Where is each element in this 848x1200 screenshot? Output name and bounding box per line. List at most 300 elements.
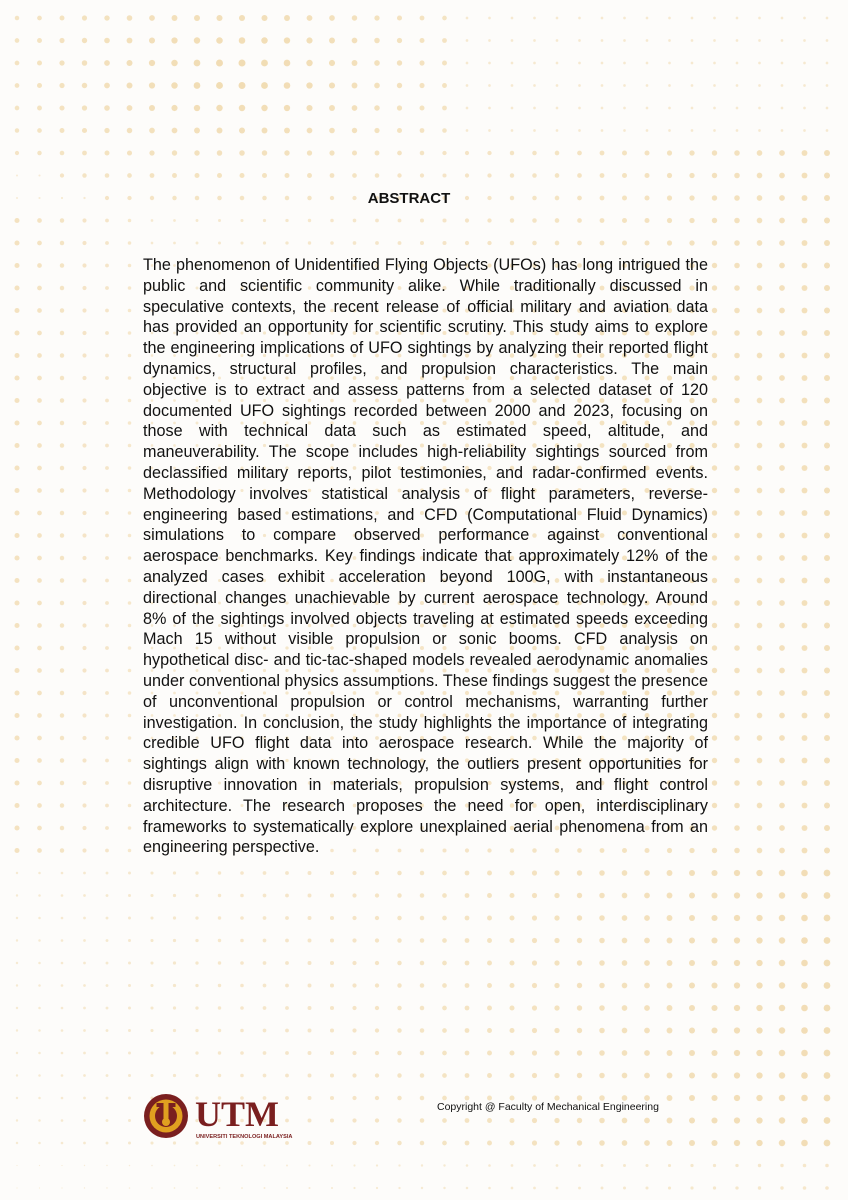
background-dot xyxy=(734,982,740,988)
background-dot xyxy=(644,1140,650,1146)
background-dot xyxy=(16,1074,18,1076)
background-dot xyxy=(106,894,109,897)
background-dot xyxy=(398,1187,400,1189)
background-dot xyxy=(128,624,132,628)
background-dot xyxy=(194,150,199,155)
background-dot xyxy=(734,645,740,651)
background-dot xyxy=(734,488,740,494)
background-dot xyxy=(756,937,762,943)
background-dot xyxy=(171,82,177,88)
background-dot xyxy=(263,984,267,988)
background-dot xyxy=(734,533,740,539)
background-dot xyxy=(352,983,356,987)
background-dot xyxy=(83,984,86,987)
background-dot xyxy=(15,38,20,43)
background-dot xyxy=(307,150,312,155)
background-dot xyxy=(644,893,650,899)
background-dot xyxy=(172,128,178,134)
background-dot xyxy=(171,60,177,66)
utm-logo-subtitle: UNIVERSITI TEKNOLOGI MALAYSIA xyxy=(196,1134,293,1140)
background-dot xyxy=(420,871,425,876)
background-dot xyxy=(667,218,672,223)
background-dot xyxy=(239,15,245,21)
background-dot xyxy=(757,353,763,359)
background-dot xyxy=(330,1141,334,1145)
background-dot xyxy=(736,107,739,110)
background-dot xyxy=(756,1117,762,1123)
background-dot xyxy=(38,962,41,965)
background-dot xyxy=(60,173,64,177)
background-dot xyxy=(16,962,18,964)
background-dot xyxy=(689,1028,695,1034)
background-dot xyxy=(16,939,18,941)
background-dot xyxy=(286,1187,288,1189)
background-dot xyxy=(330,1028,334,1032)
background-dot xyxy=(779,960,785,966)
background-dot xyxy=(691,129,694,132)
background-dot xyxy=(601,129,604,132)
background-dot xyxy=(487,893,492,898)
background-dot xyxy=(128,376,132,380)
background-dot xyxy=(824,803,830,809)
background-dot xyxy=(128,601,132,605)
background-dot xyxy=(711,1005,717,1011)
background-dot xyxy=(352,938,356,942)
background-dot xyxy=(397,128,402,133)
background-dot xyxy=(16,1007,18,1009)
background-dot xyxy=(150,1029,153,1032)
background-dot xyxy=(306,60,312,66)
background-dot xyxy=(826,129,829,132)
background-dot xyxy=(82,781,86,785)
background-dot xyxy=(711,1095,717,1101)
background-dot xyxy=(239,128,245,134)
background-dot xyxy=(37,421,42,426)
background-dot xyxy=(622,1005,628,1011)
background-dot xyxy=(623,39,626,42)
background-dot xyxy=(15,61,20,66)
background-dot xyxy=(736,129,739,132)
background-dot xyxy=(442,83,447,88)
background-dot xyxy=(532,915,537,920)
background-dot xyxy=(712,578,717,583)
background-dot xyxy=(105,354,109,358)
background-dot xyxy=(352,1073,356,1077)
background-dot xyxy=(601,39,604,42)
background-dot xyxy=(14,690,19,695)
background-dot xyxy=(757,150,763,156)
background-dot xyxy=(105,849,109,853)
background-dot xyxy=(82,218,86,222)
background-dot xyxy=(623,84,626,87)
background-dot xyxy=(757,645,763,651)
background-dot xyxy=(60,803,64,807)
background-dot xyxy=(240,916,244,920)
background-dot xyxy=(38,894,41,897)
background-dot xyxy=(802,803,808,809)
background-dot xyxy=(240,1029,244,1033)
background-dot xyxy=(756,1027,762,1033)
background-dot xyxy=(195,1029,198,1032)
background-dot xyxy=(465,916,470,921)
background-dot xyxy=(824,1005,831,1012)
background-dot xyxy=(465,961,470,966)
background-dot xyxy=(826,62,829,65)
background-dot xyxy=(14,398,19,403)
background-dot xyxy=(532,173,537,178)
background-dot xyxy=(37,151,41,155)
background-dot xyxy=(711,892,717,898)
background-dot xyxy=(668,39,671,42)
background-dot xyxy=(240,219,243,222)
background-dot xyxy=(801,892,808,899)
background-dot xyxy=(511,1164,514,1167)
background-dot xyxy=(712,398,717,403)
background-dot xyxy=(734,173,740,179)
background-dot xyxy=(689,173,694,178)
background-dot xyxy=(577,173,582,178)
background-dot xyxy=(646,84,649,87)
background-dot xyxy=(59,105,64,110)
background-dot xyxy=(824,1050,831,1057)
background-dot xyxy=(442,1073,447,1078)
background-dot xyxy=(218,984,221,987)
background-dot xyxy=(779,803,785,809)
background-dot xyxy=(420,1118,425,1123)
background-dot xyxy=(38,1142,41,1145)
background-dot xyxy=(757,690,763,696)
background-dot xyxy=(779,330,785,336)
background-dot xyxy=(487,961,492,966)
background-dot xyxy=(734,398,740,404)
background-dot xyxy=(509,1073,514,1078)
background-dot xyxy=(216,37,223,44)
background-dot xyxy=(487,173,491,177)
background-dot xyxy=(105,826,109,830)
background-dot xyxy=(285,871,289,875)
background-dot xyxy=(644,150,649,155)
background-dot xyxy=(82,151,87,156)
background-dot xyxy=(37,601,42,606)
background-dot xyxy=(622,1028,628,1034)
background-dot xyxy=(601,1187,604,1190)
background-dot xyxy=(375,961,379,965)
background-dot xyxy=(779,375,785,381)
background-dot xyxy=(712,330,717,335)
background-dot xyxy=(82,60,88,66)
background-dot xyxy=(352,961,356,965)
background-dot xyxy=(824,375,830,381)
background-dot xyxy=(599,1073,605,1079)
background-dot xyxy=(308,241,311,244)
background-dot xyxy=(779,937,785,943)
background-dot xyxy=(83,1119,86,1122)
background-dot xyxy=(825,1164,829,1168)
background-dot xyxy=(352,83,358,89)
background-dot xyxy=(599,1050,605,1056)
background-dot xyxy=(172,150,177,155)
background-dot xyxy=(16,872,18,874)
background-dot xyxy=(196,219,199,222)
background-dot xyxy=(712,488,717,493)
background-dot xyxy=(263,1074,267,1078)
background-dot xyxy=(330,1118,334,1122)
background-dot xyxy=(264,1187,266,1189)
background-dot xyxy=(533,1187,536,1190)
background-dot xyxy=(779,353,785,359)
background-dot xyxy=(151,1187,153,1189)
background-dot xyxy=(105,241,109,245)
background-dot xyxy=(149,150,154,155)
background-dot xyxy=(734,1140,740,1146)
background-dot xyxy=(824,150,830,156)
background-dot xyxy=(14,533,19,538)
background-dot xyxy=(779,420,785,426)
background-dot xyxy=(149,15,155,21)
background-dot xyxy=(465,218,469,222)
background-dot xyxy=(826,39,829,42)
background-dot xyxy=(824,533,830,539)
background-dot xyxy=(218,1051,221,1054)
background-dot xyxy=(533,84,536,87)
background-dot xyxy=(779,555,785,561)
background-dot xyxy=(622,983,628,989)
background-dot xyxy=(442,61,447,66)
background-dot xyxy=(757,600,763,606)
background-dot xyxy=(712,645,717,650)
background-dot xyxy=(353,219,357,223)
background-dot xyxy=(16,894,18,896)
background-dot xyxy=(194,105,200,111)
background-dot xyxy=(532,1118,537,1123)
background-dot xyxy=(577,1028,582,1033)
background-dot xyxy=(622,893,628,899)
background-dot xyxy=(734,623,740,629)
background-dot xyxy=(578,129,581,132)
background-dot xyxy=(14,510,19,515)
background-dot xyxy=(533,62,536,65)
background-dot xyxy=(646,129,649,132)
background-dot xyxy=(37,803,42,808)
background-dot xyxy=(691,17,694,20)
background-dot xyxy=(556,107,559,110)
background-dot xyxy=(218,916,221,919)
background-dot xyxy=(60,511,64,515)
background-dot xyxy=(712,263,717,268)
background-dot xyxy=(734,510,740,516)
background-dot xyxy=(646,62,649,65)
background-dot xyxy=(644,240,649,245)
background-dot xyxy=(60,218,64,222)
background-dot xyxy=(442,173,446,177)
background-dot xyxy=(128,399,132,403)
background-dot xyxy=(308,1029,312,1033)
background-dot xyxy=(60,578,64,582)
background-dot xyxy=(780,1164,783,1167)
background-dot xyxy=(779,1027,785,1033)
background-dot xyxy=(38,1029,41,1032)
background-dot xyxy=(802,488,808,494)
background-dot xyxy=(82,421,86,425)
background-dot xyxy=(82,331,86,335)
background-dot xyxy=(802,240,808,246)
background-dot xyxy=(824,195,830,201)
background-dot xyxy=(105,309,109,313)
background-dot xyxy=(14,285,19,290)
background-dot xyxy=(105,511,109,515)
background-dot xyxy=(689,150,694,155)
background-dot xyxy=(488,17,491,20)
background-dot xyxy=(196,242,199,245)
background-dot xyxy=(734,825,740,831)
background-dot xyxy=(128,894,131,897)
background-dot xyxy=(37,83,42,88)
background-dot xyxy=(532,151,537,156)
background-dot xyxy=(285,894,289,898)
background-dot xyxy=(802,218,808,224)
background-dot xyxy=(330,1096,334,1100)
background-dot xyxy=(60,646,64,650)
background-dot xyxy=(82,376,86,380)
background-dot xyxy=(711,1117,717,1123)
background-dot xyxy=(466,39,469,42)
background-dot xyxy=(734,218,740,224)
background-dot xyxy=(240,871,244,875)
background-dot xyxy=(667,938,673,944)
background-dot xyxy=(106,1187,107,1188)
background-dot xyxy=(756,1005,762,1011)
background-dot xyxy=(38,939,41,942)
background-dot xyxy=(826,84,829,87)
background-dot xyxy=(736,39,739,42)
background-dot xyxy=(128,534,132,538)
background-dot xyxy=(82,443,86,447)
background-dot xyxy=(711,915,717,921)
background-dot xyxy=(712,690,717,695)
background-dot xyxy=(105,714,109,718)
background-dot xyxy=(802,465,808,471)
background-dot xyxy=(756,870,762,876)
background-dot xyxy=(667,870,673,876)
background-dot xyxy=(712,218,717,223)
background-dot xyxy=(465,1073,470,1078)
abstract-text: The phenomenon of Unidentified Flying Objects (UFOs) has long intrigued the public and scientific community alike. While traditionally discussed in speculative contexts, the recent release of official military and aviation data has provided an opportunity for scientific scrutiny. This study aims to explore the engineering implications of UFO sightings by analyzing their reported flight dynamics, structural profiles, and propulsion characteristics. The main objective is to extract and assess patterns from a selected dataset of 120 documented UFO sightings recorded between 2000 and 2023, focusing on those with technical data such as estimated speed, altitude, and maneuverability. The scope includes high-reliability sightings sourced from declassified military reports, pilot testimonies, and radar-confirmed events. Methodology involves statistical analysis of flight parameters, reverse-engineering based estimations, and CFD (Computational Fluid Dynamics) simulations to compare observed performance against conventional aerospace benchmarks. Key findings indicate that approximately 12% of the analyzed cases exhibit acceleration beyond 100G, with instantaneous directional changes unachievable by current aerospace technology. Around 8% of the sightings involved objects traveling at estimated speeds exceeding Mach 15 without visible propulsion or sonic booms. CFD analysis on hypothetical disc- and tic-tac-shaped models revealed aerodynamic anomalies under conventional physics assumptions. These findings suggest the presence of unconventional propulsion or control mechanisms, warranting further investigation. In conclusion, the study highlights the importance of integrating credible UFO flight data into aerospace research. While the majority of sightings align with known technology, the outliers present opportunities for disruptive innovation in materials, propulsion systems, and flight control architecture. The research proposes the need for open, interdisciplinary frameworks to systematically explore unexplained aerial phenomena from an engineering perspective. xyxy=(143,256,708,857)
background-dot xyxy=(668,84,671,87)
background-dot xyxy=(667,893,673,899)
background-dot xyxy=(82,353,86,357)
background-dot xyxy=(308,916,312,920)
background-dot xyxy=(442,871,447,876)
background-dot xyxy=(712,308,717,313)
background-dot xyxy=(105,286,109,290)
background-dot xyxy=(375,1073,379,1077)
background-dot xyxy=(37,668,42,673)
background-dot xyxy=(757,713,763,719)
background-dot xyxy=(802,600,808,606)
background-dot xyxy=(691,62,694,65)
background-dot xyxy=(15,16,20,21)
background-dot xyxy=(14,488,19,493)
background-dot xyxy=(622,1073,628,1079)
background-dot xyxy=(82,511,86,515)
background-dot xyxy=(734,870,740,876)
background-dot xyxy=(510,173,514,177)
background-dot xyxy=(802,533,808,539)
background-dot xyxy=(577,241,582,246)
background-dot xyxy=(82,286,86,290)
background-dot xyxy=(758,39,761,42)
background-dot xyxy=(533,107,536,110)
background-dot xyxy=(735,1186,738,1189)
background-dot xyxy=(329,15,335,21)
background-dot xyxy=(668,1164,671,1167)
background-dot xyxy=(239,82,246,89)
background-dot xyxy=(308,1051,312,1055)
background-dot xyxy=(465,1051,470,1056)
background-dot xyxy=(757,263,763,269)
background-dot xyxy=(173,984,176,987)
background-dot xyxy=(802,578,808,584)
background-dot xyxy=(127,150,132,155)
background-dot xyxy=(308,939,312,943)
background-dot xyxy=(667,150,672,155)
background-dot xyxy=(779,263,785,269)
background-dot xyxy=(487,151,491,155)
background-dot xyxy=(601,107,604,110)
background-dot xyxy=(802,780,808,786)
background-dot xyxy=(352,1006,356,1010)
background-dot xyxy=(14,645,19,650)
background-dot xyxy=(375,1051,379,1055)
background-dot xyxy=(263,871,267,875)
background-dot xyxy=(330,893,334,897)
background-dot xyxy=(105,421,109,425)
background-dot xyxy=(691,107,694,110)
background-dot xyxy=(622,915,628,921)
background-dot xyxy=(736,62,739,65)
background-dot xyxy=(736,84,739,87)
background-dot xyxy=(128,1119,131,1122)
background-dot xyxy=(37,466,42,471)
background-dot xyxy=(352,1051,356,1055)
background-dot xyxy=(83,917,86,920)
background-dot xyxy=(779,668,785,674)
background-dot xyxy=(106,1029,109,1032)
background-dot xyxy=(14,330,19,335)
background-dot xyxy=(329,60,335,66)
background-dot xyxy=(734,600,740,606)
background-dot xyxy=(533,39,536,42)
background-dot xyxy=(37,646,42,651)
background-dot xyxy=(14,240,19,245)
background-dot xyxy=(330,241,334,245)
background-dot xyxy=(803,17,806,20)
background-dot xyxy=(578,39,581,42)
background-dot xyxy=(150,871,153,874)
background-dot xyxy=(712,780,717,785)
background-dot xyxy=(757,218,763,224)
background-dot xyxy=(105,466,109,470)
background-dot xyxy=(105,736,109,740)
background-dot xyxy=(37,106,42,111)
background-dot xyxy=(509,983,514,988)
background-dot xyxy=(466,84,469,87)
background-dot xyxy=(757,533,763,539)
background-dot xyxy=(577,1118,582,1123)
background-dot xyxy=(149,128,155,134)
background-dot xyxy=(488,107,491,110)
background-dot xyxy=(644,1028,650,1034)
